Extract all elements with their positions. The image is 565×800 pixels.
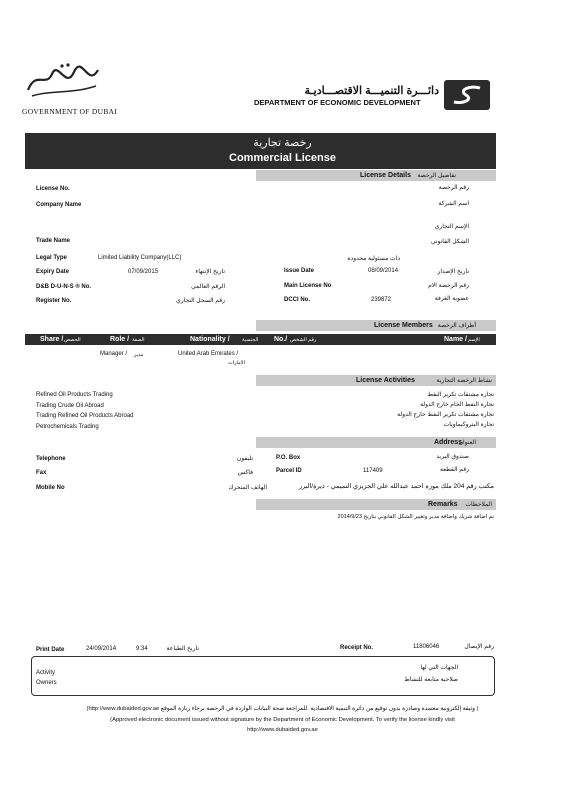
license-details-title-ar: تفاصيل الرخصة xyxy=(417,173,456,179)
col-no-ar: رقم الشخص xyxy=(290,337,317,343)
license-no-label: License No. xyxy=(36,186,70,192)
issue-date-value: 08/09/2014 xyxy=(368,268,399,274)
duns-label: D&B D-U-N-S ® No. xyxy=(36,284,92,290)
dcci-label: DCCI No. xyxy=(284,297,310,303)
parcel-id-label-ar: رقم القطعة xyxy=(440,467,469,473)
remarks-header xyxy=(256,499,496,510)
activity-owners-label-ar-2: صلاحية متابعة للنشاط xyxy=(404,677,458,683)
pobox-label-ar: صندوق البريد xyxy=(436,454,469,460)
col-name-ar: الإسم xyxy=(468,337,480,343)
activity-4-ar: تجارة البتروكيماويات xyxy=(443,422,494,428)
activity-label: Activity xyxy=(36,670,56,676)
main-license-label-ar: رقم الرخصة الام xyxy=(428,283,469,289)
legal-type-label-ar: الشكل القانوني xyxy=(430,239,469,245)
member-role-ar: مدير xyxy=(134,352,144,358)
col-role: Role / xyxy=(110,336,130,343)
register-no-label-ar: رقم السجل التجاري xyxy=(176,298,225,304)
legal-type-value: Limited Liability Company(LLC) xyxy=(98,255,182,261)
issue-date-label: Issue Date xyxy=(284,268,315,274)
expiry-date-label: Expiry Date xyxy=(36,269,70,275)
parcel-id-value: 117409 xyxy=(363,468,383,474)
license-activities-header xyxy=(256,375,496,386)
license-details-title: License Details xyxy=(360,172,411,179)
address-title: Address xyxy=(434,439,463,446)
fax-label-ar: فاكس xyxy=(237,470,253,476)
fax-label: Fax xyxy=(36,470,47,476)
remarks-title: Remarks xyxy=(428,501,458,508)
address-title-ar: العنوان xyxy=(458,440,476,446)
remarks-title-ar: الملاحظات xyxy=(465,502,492,508)
activity-3: Trading Refined Oil Products Abroad xyxy=(36,413,134,419)
issue-date-label-ar: تاريخ الإصدار xyxy=(437,269,469,275)
activity-3-ar: تجارة مشتقات تكرير النفط خارج الدولة xyxy=(397,412,494,418)
department-name-ar: دائـــرة التنميـــة الاقتصـــاديـة xyxy=(304,85,439,97)
col-name: Name / xyxy=(444,336,467,343)
department-name: DEPARTMENT OF ECONOMIC DEVELOPMENT xyxy=(254,98,421,107)
title-ar: رخصة تجارية xyxy=(253,137,312,149)
print-date-label: Print Date xyxy=(36,647,65,653)
company-name-label-ar: اسم الشركة xyxy=(438,201,469,207)
member-nationality: United Arab Emirates / xyxy=(178,351,239,357)
footer-note-ar: ( وثيقة إلكترونية معتمدة وصادرة بدون توقيع من دائرة التنمية الاقتصادية .للمراجعة صحة البيانات الواردة في الرخصة برجاء زيارة الموقع http://www.dubaided.gov.ae) xyxy=(86,706,479,712)
print-date-label-ar: تاريخ الطباعة xyxy=(166,646,199,652)
print-date-value: 24/09/2014 xyxy=(86,646,117,652)
activity-4: Petrochemicals Trading xyxy=(36,424,99,430)
license-details-header xyxy=(256,170,496,181)
owners-label: Owners xyxy=(36,680,57,686)
footer-url[interactable]: http://www.dubaided.gov.ae xyxy=(247,727,318,733)
mobile-label-ar: الهاتف المتحرك xyxy=(228,485,267,491)
government-logo xyxy=(22,60,102,108)
activity-1-ar: تجارة مشتقات تكرير النفط xyxy=(427,392,494,398)
ded-s-icon xyxy=(444,80,490,110)
activity-2-ar: تجارة النفط الخام خارج الدولة xyxy=(420,402,494,408)
address-header xyxy=(256,437,496,448)
col-role-ar: الصفة xyxy=(132,337,145,343)
receipt-no-label-ar: رقم الإيصال xyxy=(464,644,494,650)
print-time-value: 9:34 xyxy=(136,646,148,652)
address-text-ar: مكتب رقم 204 ملك موزه احمد عبدالله علي الجزيزي التميمي - ديرة/البرر xyxy=(298,483,494,490)
license-activities-title-ar: نشاط الرخصة التجارية xyxy=(436,378,492,384)
col-nationality-ar: الجنسية xyxy=(242,337,259,343)
activity-1: Refined Oil Products Trading xyxy=(36,392,113,398)
member-role: Manager / xyxy=(100,351,128,357)
col-no: No./ xyxy=(274,336,288,343)
footer-note-en: (Approved electronic document issued without signature by the Department of Economic Development. To verify the license kindly visit xyxy=(110,717,455,723)
col-share: Share / xyxy=(40,336,64,343)
pobox-label: P.O. Box xyxy=(276,455,301,461)
license-activities-title: License Activities xyxy=(356,377,415,384)
dcci-label-ar: عضوية الغرفة xyxy=(434,296,469,302)
expiry-date-label-ar: تاريخ الإنتهاء xyxy=(195,269,225,275)
register-no-label: Register No. xyxy=(36,298,72,304)
title-en: Commercial License xyxy=(229,152,336,164)
activity-owners-label-ar-1: الجهات التي لها xyxy=(420,665,458,671)
license-members-title: License Members xyxy=(374,322,433,329)
parcel-id-label: Parcel ID xyxy=(276,468,302,474)
dcci-value: 239872 xyxy=(371,297,392,303)
receipt-no-label: Receipt No. xyxy=(340,645,374,651)
license-members-header xyxy=(256,320,496,331)
duns-label-ar: الرقم العالمي xyxy=(191,284,225,290)
license-no-label-ar: رقم الرخصة xyxy=(438,185,469,191)
col-nationality: Nationality / xyxy=(190,336,230,343)
mobile-label: Mobile No xyxy=(36,485,65,491)
ded-logo xyxy=(444,80,490,110)
receipt-no-value: 11806046 xyxy=(413,644,440,650)
telephone-label: Telephone xyxy=(36,456,66,462)
government-name: GOVERNMENT OF DUBAI xyxy=(22,107,118,116)
remarks-text: تم اضافة شريك واضافة مدير وتغيير الشكل القانوني بتاريخ 2014/9/23 xyxy=(337,514,494,520)
trade-name-label: Trade Name xyxy=(36,238,71,244)
company-name-label: Company Name xyxy=(36,202,82,208)
trade-name-label-ar: الإسم التجاري xyxy=(434,224,469,230)
expiry-date-value: 07/09/2015 xyxy=(128,269,159,275)
calligraphy-icon xyxy=(22,60,102,100)
license-members-title-ar: أطراف الرخصة xyxy=(437,323,476,329)
main-license-label: Main License No xyxy=(284,283,332,289)
members-table-header xyxy=(25,334,496,345)
col-share-ar: الحصص xyxy=(64,337,81,343)
legal-type-label: Legal Type xyxy=(36,255,67,261)
activity-2: Trading Crude Oil Abroad xyxy=(36,403,104,409)
member-nationality-ar: الامارات xyxy=(228,360,245,366)
telephone-label-ar: تليفون xyxy=(236,456,253,462)
legal-type-value-ar: ذات مسئولية محدودة xyxy=(347,256,400,262)
